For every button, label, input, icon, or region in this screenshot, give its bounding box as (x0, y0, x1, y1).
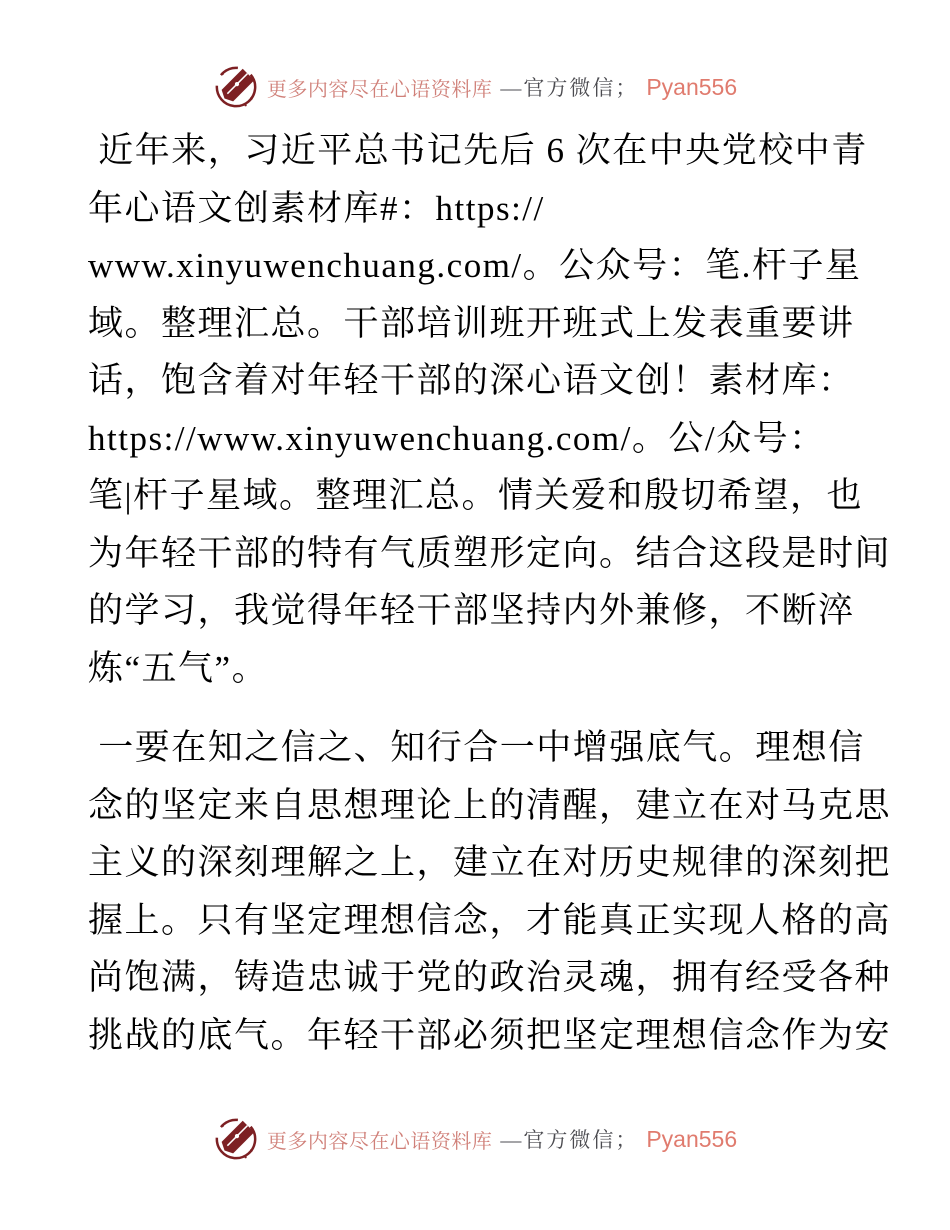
watermark-brand-text: 更多内容尽在心语资料库 (266, 1130, 493, 1153)
text-line: www.xinyuwenchuang.com/。公众号：笔.杆子星 (88, 246, 862, 285)
text-line: 挑战的底气。年轻干部必须把坚定理想信念作为安 (88, 1015, 892, 1055)
text-line: 主义的深刻理解之上，建立在对历史规律的深刻把 (88, 843, 892, 882)
text-line: 的学习，我觉得年轻干部坚持内外兼修，不断淬 (88, 591, 855, 630)
text-line: 话，饱含着对年轻干部的深心语文创！素材库： (88, 361, 855, 400)
watermark-wechat-label: —官方微信； (500, 1128, 639, 1152)
watermark-brand-text: 更多内容尽在心语资料库 (266, 78, 493, 101)
watermark-wechat-id: Pyan556 (646, 73, 738, 100)
watermark-wechat-label: —官方微信； (500, 76, 639, 100)
watermark-wechat-id: Pyan556 (646, 1125, 738, 1152)
text-line: https://www.xinyuwenchuang.com/。公/众号： (88, 418, 826, 458)
text-line: 近年来，习近平总书记先后 6 次在中央党校中青 (88, 131, 868, 170)
pen-nib-circle-logo-icon (213, 1116, 259, 1162)
text-line: 为年轻干部的特有气质塑形定向。结合这段是时间 (88, 533, 892, 573)
footer-watermark (0, 1114, 950, 1164)
text-line: 笔|杆子星域。整理汇总。情关爱和殷切希望，也 (88, 476, 864, 515)
text-line: 念的坚定来自思想理论上的清醒，建立在对马克思 (88, 785, 892, 825)
text-line: 炼“五气”。 (88, 648, 269, 688)
text-line: 尚饱满，铸造忠诚于党的政治灵魂，拥有经受各种 (88, 958, 892, 997)
text-line: 握上。只有坚定理想信念，才能真正实现人格的高 (88, 900, 892, 940)
text-line: 一要在知之信之、知行合一中增强底气。理想信 (88, 728, 865, 767)
paragraph (88, 122, 892, 697)
pen-nib-circle-logo-icon (213, 64, 259, 110)
text-line: 域。整理汇总。干部培训班开班式上发表重要讲 (88, 303, 855, 343)
paragraph (88, 719, 892, 1064)
text-line: 年心语文创素材库#：https:// (88, 188, 545, 228)
header-watermark (0, 62, 950, 112)
document-body (88, 122, 892, 1064)
